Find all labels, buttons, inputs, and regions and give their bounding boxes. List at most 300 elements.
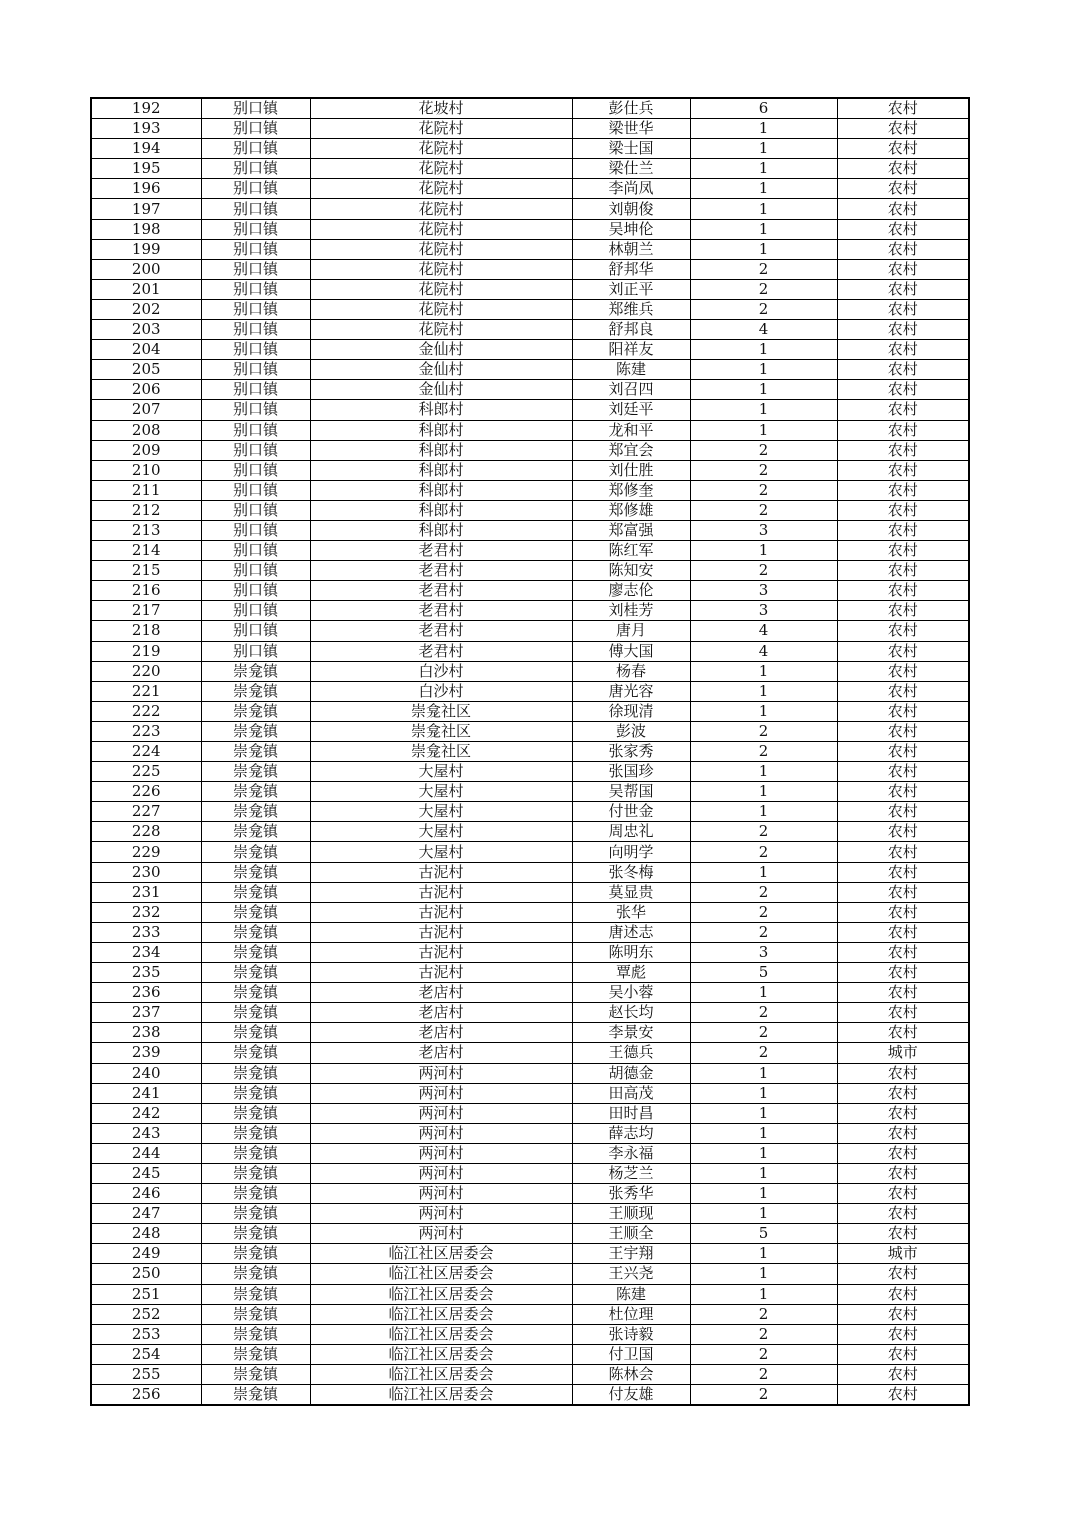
type-cell: 农村 bbox=[837, 822, 969, 842]
table-row bbox=[91, 1244, 969, 1264]
type-cell: 农村 bbox=[837, 380, 969, 400]
table-row bbox=[91, 621, 969, 641]
table-row bbox=[91, 1344, 969, 1364]
town-cell: 崇龛镇 bbox=[201, 1204, 310, 1224]
town-cell: 崇龛镇 bbox=[201, 1264, 310, 1284]
table-row bbox=[91, 420, 969, 440]
town-cell: 崇龛镇 bbox=[201, 782, 310, 802]
row-number-cell: 242 bbox=[91, 1103, 201, 1123]
village-cell: 金仙村 bbox=[310, 360, 572, 380]
village-cell: 临江社区居委会 bbox=[310, 1244, 572, 1264]
name-cell: 赵长均 bbox=[572, 1003, 690, 1023]
table-row bbox=[91, 380, 969, 400]
table-row bbox=[91, 742, 969, 762]
name-cell: 张冬梅 bbox=[572, 862, 690, 882]
type-cell: 农村 bbox=[837, 1083, 969, 1103]
name-cell: 郑修奎 bbox=[572, 480, 690, 500]
row-number-cell: 245 bbox=[91, 1163, 201, 1183]
count-cell: 1 bbox=[690, 179, 837, 199]
type-cell: 农村 bbox=[837, 561, 969, 581]
count-cell: 2 bbox=[690, 480, 837, 500]
name-cell: 杜位理 bbox=[572, 1304, 690, 1324]
count-cell: 2 bbox=[690, 1003, 837, 1023]
count-cell: 4 bbox=[690, 621, 837, 641]
count-cell: 1 bbox=[690, 139, 837, 159]
row-number-cell: 253 bbox=[91, 1324, 201, 1344]
table-row bbox=[91, 561, 969, 581]
village-cell: 老店村 bbox=[310, 983, 572, 1003]
type-cell: 农村 bbox=[837, 641, 969, 661]
row-number-cell: 244 bbox=[91, 1143, 201, 1163]
row-number-cell: 201 bbox=[91, 279, 201, 299]
row-number-cell: 255 bbox=[91, 1364, 201, 1384]
name-cell: 陈建 bbox=[572, 360, 690, 380]
village-cell: 大屋村 bbox=[310, 782, 572, 802]
count-cell: 4 bbox=[690, 641, 837, 661]
name-cell: 郑宜会 bbox=[572, 440, 690, 460]
type-cell: 农村 bbox=[837, 983, 969, 1003]
type-cell: 农村 bbox=[837, 762, 969, 782]
name-cell: 张秀华 bbox=[572, 1184, 690, 1204]
name-cell: 付卫国 bbox=[572, 1344, 690, 1364]
village-cell: 临江社区居委会 bbox=[310, 1364, 572, 1384]
town-cell: 崇龛镇 bbox=[201, 1163, 310, 1183]
row-number-cell: 214 bbox=[91, 541, 201, 561]
table-row bbox=[91, 1364, 969, 1384]
type-cell: 农村 bbox=[837, 581, 969, 601]
name-cell: 王德兵 bbox=[572, 1043, 690, 1063]
village-cell: 两河村 bbox=[310, 1163, 572, 1183]
row-number-cell: 205 bbox=[91, 360, 201, 380]
village-cell: 临江社区居委会 bbox=[310, 1264, 572, 1284]
village-cell: 花院村 bbox=[310, 279, 572, 299]
type-cell: 农村 bbox=[837, 842, 969, 862]
name-cell: 陈建 bbox=[572, 1284, 690, 1304]
row-number-cell: 248 bbox=[91, 1224, 201, 1244]
name-cell: 刘仕胜 bbox=[572, 460, 690, 480]
town-cell: 别口镇 bbox=[201, 541, 310, 561]
table-row bbox=[91, 882, 969, 902]
type-cell: 农村 bbox=[837, 199, 969, 219]
name-cell: 张华 bbox=[572, 902, 690, 922]
village-cell: 崇龛社区 bbox=[310, 701, 572, 721]
count-cell: 1 bbox=[690, 159, 837, 179]
row-number-cell: 241 bbox=[91, 1083, 201, 1103]
type-cell: 农村 bbox=[837, 1003, 969, 1023]
count-cell: 1 bbox=[690, 219, 837, 239]
row-number-cell: 202 bbox=[91, 299, 201, 319]
village-cell: 花院村 bbox=[310, 259, 572, 279]
table-row bbox=[91, 902, 969, 922]
name-cell: 李永福 bbox=[572, 1143, 690, 1163]
town-cell: 崇龛镇 bbox=[201, 721, 310, 741]
name-cell: 田高茂 bbox=[572, 1083, 690, 1103]
count-cell: 1 bbox=[690, 400, 837, 420]
row-number-cell: 240 bbox=[91, 1063, 201, 1083]
village-cell: 临江社区居委会 bbox=[310, 1304, 572, 1324]
name-cell: 龙和平 bbox=[572, 420, 690, 440]
town-cell: 崇龛镇 bbox=[201, 742, 310, 762]
town-cell: 别口镇 bbox=[201, 440, 310, 460]
town-cell: 崇龛镇 bbox=[201, 983, 310, 1003]
village-cell: 老君村 bbox=[310, 621, 572, 641]
village-cell: 大屋村 bbox=[310, 762, 572, 782]
village-cell: 崇龛社区 bbox=[310, 742, 572, 762]
type-cell: 农村 bbox=[837, 742, 969, 762]
village-cell: 老君村 bbox=[310, 641, 572, 661]
town-cell: 崇龛镇 bbox=[201, 1385, 310, 1406]
type-cell: 农村 bbox=[837, 119, 969, 139]
name-cell: 傅大国 bbox=[572, 641, 690, 661]
type-cell: 农村 bbox=[837, 1385, 969, 1406]
name-cell: 彭波 bbox=[572, 721, 690, 741]
table-row bbox=[91, 259, 969, 279]
village-cell: 两河村 bbox=[310, 1103, 572, 1123]
count-cell: 2 bbox=[690, 922, 837, 942]
name-cell: 薛志均 bbox=[572, 1123, 690, 1143]
type-cell: 农村 bbox=[837, 460, 969, 480]
town-cell: 别口镇 bbox=[201, 219, 310, 239]
table-row bbox=[91, 963, 969, 983]
village-cell: 科郎村 bbox=[310, 500, 572, 520]
town-cell: 别口镇 bbox=[201, 340, 310, 360]
row-number-cell: 254 bbox=[91, 1344, 201, 1364]
town-cell: 崇龛镇 bbox=[201, 882, 310, 902]
row-number-cell: 249 bbox=[91, 1244, 201, 1264]
type-cell: 农村 bbox=[837, 159, 969, 179]
type-cell: 农村 bbox=[837, 480, 969, 500]
count-cell: 1 bbox=[690, 360, 837, 380]
type-cell: 农村 bbox=[837, 299, 969, 319]
count-cell: 2 bbox=[690, 742, 837, 762]
count-cell: 1 bbox=[690, 802, 837, 822]
town-cell: 别口镇 bbox=[201, 239, 310, 259]
table-row bbox=[91, 581, 969, 601]
table-row bbox=[91, 1043, 969, 1063]
name-cell: 刘正平 bbox=[572, 279, 690, 299]
name-cell: 林朝兰 bbox=[572, 239, 690, 259]
count-cell: 1 bbox=[690, 239, 837, 259]
village-cell: 古泥村 bbox=[310, 862, 572, 882]
town-cell: 崇龛镇 bbox=[201, 1284, 310, 1304]
count-cell: 1 bbox=[690, 1103, 837, 1123]
village-cell: 临江社区居委会 bbox=[310, 1385, 572, 1406]
village-cell: 花院村 bbox=[310, 139, 572, 159]
table-row bbox=[91, 1163, 969, 1183]
name-cell: 唐述志 bbox=[572, 922, 690, 942]
village-cell: 两河村 bbox=[310, 1063, 572, 1083]
name-cell: 李景安 bbox=[572, 1023, 690, 1043]
count-cell: 2 bbox=[690, 279, 837, 299]
count-cell: 1 bbox=[690, 782, 837, 802]
name-cell: 向明学 bbox=[572, 842, 690, 862]
count-cell: 1 bbox=[690, 1264, 837, 1284]
count-cell: 1 bbox=[690, 862, 837, 882]
table-row bbox=[91, 340, 969, 360]
town-cell: 崇龛镇 bbox=[201, 963, 310, 983]
name-cell: 舒邦华 bbox=[572, 259, 690, 279]
type-cell: 农村 bbox=[837, 1103, 969, 1123]
village-cell: 金仙村 bbox=[310, 340, 572, 360]
count-cell: 1 bbox=[690, 420, 837, 440]
town-cell: 崇龛镇 bbox=[201, 802, 310, 822]
count-cell: 3 bbox=[690, 601, 837, 621]
village-cell: 老君村 bbox=[310, 601, 572, 621]
name-cell: 刘召四 bbox=[572, 380, 690, 400]
count-cell: 2 bbox=[690, 822, 837, 842]
town-cell: 别口镇 bbox=[201, 360, 310, 380]
name-cell: 王顺全 bbox=[572, 1224, 690, 1244]
village-cell: 两河村 bbox=[310, 1083, 572, 1103]
count-cell: 2 bbox=[690, 1304, 837, 1324]
town-cell: 崇龛镇 bbox=[201, 1003, 310, 1023]
row-number-cell: 231 bbox=[91, 882, 201, 902]
table-row bbox=[91, 641, 969, 661]
table-row bbox=[91, 239, 969, 259]
count-cell: 3 bbox=[690, 942, 837, 962]
table-row bbox=[91, 159, 969, 179]
village-cell: 科郎村 bbox=[310, 400, 572, 420]
name-cell: 杨芝兰 bbox=[572, 1163, 690, 1183]
table-row bbox=[91, 842, 969, 862]
type-cell: 农村 bbox=[837, 360, 969, 380]
type-cell: 农村 bbox=[837, 1284, 969, 1304]
row-number-cell: 193 bbox=[91, 119, 201, 139]
row-number-cell: 223 bbox=[91, 721, 201, 741]
town-cell: 别口镇 bbox=[201, 139, 310, 159]
row-number-cell: 192 bbox=[91, 98, 201, 119]
name-cell: 唐光容 bbox=[572, 681, 690, 701]
town-cell: 崇龛镇 bbox=[201, 762, 310, 782]
town-cell: 崇龛镇 bbox=[201, 1244, 310, 1264]
town-cell: 别口镇 bbox=[201, 460, 310, 480]
name-cell: 陈红军 bbox=[572, 541, 690, 561]
row-number-cell: 213 bbox=[91, 520, 201, 540]
village-cell: 古泥村 bbox=[310, 942, 572, 962]
row-number-cell: 207 bbox=[91, 400, 201, 420]
row-number-cell: 215 bbox=[91, 561, 201, 581]
count-cell: 1 bbox=[690, 1163, 837, 1183]
name-cell: 陈知安 bbox=[572, 561, 690, 581]
count-cell: 2 bbox=[690, 259, 837, 279]
count-cell: 1 bbox=[690, 541, 837, 561]
village-cell: 花院村 bbox=[310, 299, 572, 319]
table-row bbox=[91, 782, 969, 802]
village-cell: 古泥村 bbox=[310, 902, 572, 922]
table-row bbox=[91, 762, 969, 782]
row-number-cell: 227 bbox=[91, 802, 201, 822]
name-cell: 张诗毅 bbox=[572, 1324, 690, 1344]
row-number-cell: 238 bbox=[91, 1023, 201, 1043]
table-row bbox=[91, 400, 969, 420]
village-cell: 白沙村 bbox=[310, 661, 572, 681]
town-cell: 崇龛镇 bbox=[201, 661, 310, 681]
row-number-cell: 251 bbox=[91, 1284, 201, 1304]
town-cell: 别口镇 bbox=[201, 299, 310, 319]
name-cell: 刘桂芳 bbox=[572, 601, 690, 621]
table-row bbox=[91, 1304, 969, 1324]
count-cell: 2 bbox=[690, 1364, 837, 1384]
row-number-cell: 233 bbox=[91, 922, 201, 942]
type-cell: 农村 bbox=[837, 1204, 969, 1224]
type-cell: 农村 bbox=[837, 1184, 969, 1204]
row-number-cell: 206 bbox=[91, 380, 201, 400]
village-cell: 临江社区居委会 bbox=[310, 1324, 572, 1344]
count-cell: 2 bbox=[690, 902, 837, 922]
town-cell: 崇龛镇 bbox=[201, 1324, 310, 1344]
row-number-cell: 210 bbox=[91, 460, 201, 480]
table-row bbox=[91, 179, 969, 199]
table-row bbox=[91, 1324, 969, 1344]
count-cell: 3 bbox=[690, 520, 837, 540]
town-cell: 崇龛镇 bbox=[201, 1103, 310, 1123]
name-cell: 吴小蓉 bbox=[572, 983, 690, 1003]
table-row bbox=[91, 219, 969, 239]
town-cell: 别口镇 bbox=[201, 500, 310, 520]
row-number-cell: 212 bbox=[91, 500, 201, 520]
town-cell: 崇龛镇 bbox=[201, 1023, 310, 1043]
name-cell: 王兴尧 bbox=[572, 1264, 690, 1284]
row-number-cell: 243 bbox=[91, 1123, 201, 1143]
count-cell: 4 bbox=[690, 320, 837, 340]
table-row bbox=[91, 1385, 969, 1406]
row-number-cell: 232 bbox=[91, 902, 201, 922]
count-cell: 1 bbox=[690, 762, 837, 782]
town-cell: 崇龛镇 bbox=[201, 1344, 310, 1364]
type-cell: 农村 bbox=[837, 902, 969, 922]
town-cell: 别口镇 bbox=[201, 601, 310, 621]
type-cell: 农村 bbox=[837, 1063, 969, 1083]
row-number-cell: 204 bbox=[91, 340, 201, 360]
village-cell: 花院村 bbox=[310, 199, 572, 219]
town-cell: 别口镇 bbox=[201, 320, 310, 340]
name-cell: 田时昌 bbox=[572, 1103, 690, 1123]
count-cell: 1 bbox=[690, 1143, 837, 1163]
name-cell: 张家秀 bbox=[572, 742, 690, 762]
row-number-cell: 216 bbox=[91, 581, 201, 601]
type-cell: 农村 bbox=[837, 1264, 969, 1284]
name-cell: 梁世华 bbox=[572, 119, 690, 139]
town-cell: 崇龛镇 bbox=[201, 822, 310, 842]
type-cell: 农村 bbox=[837, 963, 969, 983]
name-cell: 徐现清 bbox=[572, 701, 690, 721]
count-cell: 6 bbox=[690, 98, 837, 119]
town-cell: 别口镇 bbox=[201, 641, 310, 661]
table-row bbox=[91, 1083, 969, 1103]
name-cell: 舒邦良 bbox=[572, 320, 690, 340]
village-cell: 老店村 bbox=[310, 1023, 572, 1043]
village-cell: 花院村 bbox=[310, 219, 572, 239]
type-cell: 农村 bbox=[837, 922, 969, 942]
table-row bbox=[91, 279, 969, 299]
town-cell: 别口镇 bbox=[201, 621, 310, 641]
table-row bbox=[91, 1023, 969, 1043]
name-cell: 吴坤伦 bbox=[572, 219, 690, 239]
village-cell: 古泥村 bbox=[310, 963, 572, 983]
count-cell: 1 bbox=[690, 199, 837, 219]
count-cell: 2 bbox=[690, 440, 837, 460]
row-number-cell: 208 bbox=[91, 420, 201, 440]
name-cell: 梁士国 bbox=[572, 139, 690, 159]
town-cell: 别口镇 bbox=[201, 400, 310, 420]
table-row bbox=[91, 661, 969, 681]
type-cell: 农村 bbox=[837, 621, 969, 641]
town-cell: 别口镇 bbox=[201, 119, 310, 139]
table-row bbox=[91, 119, 969, 139]
town-cell: 崇龛镇 bbox=[201, 922, 310, 942]
table-row bbox=[91, 721, 969, 741]
type-cell: 农村 bbox=[837, 219, 969, 239]
table-row bbox=[91, 500, 969, 520]
type-cell: 农村 bbox=[837, 1224, 969, 1244]
type-cell: 农村 bbox=[837, 681, 969, 701]
town-cell: 崇龛镇 bbox=[201, 1123, 310, 1143]
table-row bbox=[91, 1184, 969, 1204]
table-row bbox=[91, 541, 969, 561]
row-number-cell: 234 bbox=[91, 942, 201, 962]
village-cell: 科郎村 bbox=[310, 480, 572, 500]
row-number-cell: 239 bbox=[91, 1043, 201, 1063]
name-cell: 胡德金 bbox=[572, 1063, 690, 1083]
town-cell: 别口镇 bbox=[201, 480, 310, 500]
type-cell: 农村 bbox=[837, 1364, 969, 1384]
type-cell: 农村 bbox=[837, 802, 969, 822]
village-cell: 花院村 bbox=[310, 320, 572, 340]
row-number-cell: 194 bbox=[91, 139, 201, 159]
name-cell: 王宇翔 bbox=[572, 1244, 690, 1264]
type-cell: 农村 bbox=[837, 1023, 969, 1043]
type-cell: 农村 bbox=[837, 1344, 969, 1364]
name-cell: 刘朝俊 bbox=[572, 199, 690, 219]
town-cell: 崇龛镇 bbox=[201, 681, 310, 701]
type-cell: 农村 bbox=[837, 320, 969, 340]
type-cell: 农村 bbox=[837, 882, 969, 902]
name-cell: 郑富强 bbox=[572, 520, 690, 540]
type-cell: 农村 bbox=[837, 942, 969, 962]
type-cell: 农村 bbox=[837, 500, 969, 520]
village-cell: 大屋村 bbox=[310, 802, 572, 822]
type-cell: 农村 bbox=[837, 661, 969, 681]
table-row bbox=[91, 1224, 969, 1244]
name-cell: 郑修雄 bbox=[572, 500, 690, 520]
village-cell: 金仙村 bbox=[310, 380, 572, 400]
table-row bbox=[91, 1284, 969, 1304]
row-number-cell: 198 bbox=[91, 219, 201, 239]
name-cell: 陈明东 bbox=[572, 942, 690, 962]
row-number-cell: 237 bbox=[91, 1003, 201, 1023]
row-number-cell: 197 bbox=[91, 199, 201, 219]
town-cell: 崇龛镇 bbox=[201, 1063, 310, 1083]
count-cell: 2 bbox=[690, 1023, 837, 1043]
type-cell: 农村 bbox=[837, 259, 969, 279]
row-number-cell: 228 bbox=[91, 822, 201, 842]
table-row bbox=[91, 1063, 969, 1083]
count-cell: 1 bbox=[690, 1123, 837, 1143]
table-row bbox=[91, 1103, 969, 1123]
row-number-cell: 203 bbox=[91, 320, 201, 340]
row-number-cell: 224 bbox=[91, 742, 201, 762]
town-cell: 崇龛镇 bbox=[201, 842, 310, 862]
table-row bbox=[91, 1123, 969, 1143]
type-cell: 农村 bbox=[837, 279, 969, 299]
table-row bbox=[91, 983, 969, 1003]
table-row bbox=[91, 139, 969, 159]
row-number-cell: 209 bbox=[91, 440, 201, 460]
table-row bbox=[91, 360, 969, 380]
row-number-cell: 230 bbox=[91, 862, 201, 882]
count-cell: 1 bbox=[690, 1184, 837, 1204]
type-cell: 农村 bbox=[837, 1163, 969, 1183]
